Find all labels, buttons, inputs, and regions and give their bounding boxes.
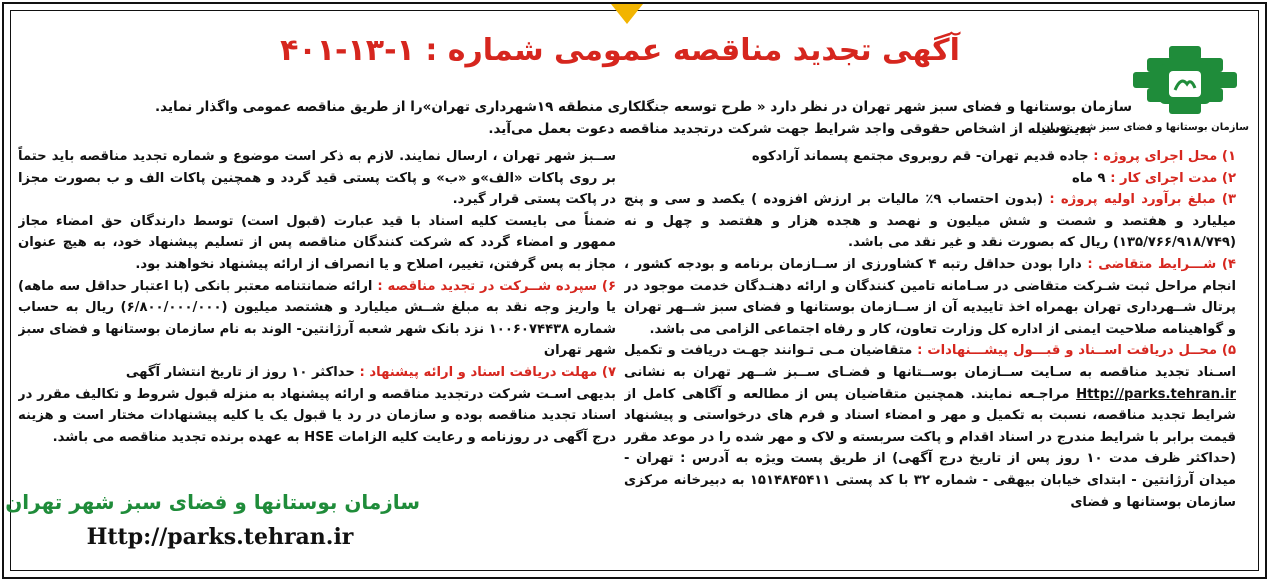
intro-line-1-rest: در نظر دارد « طرح توسعه جنگلکاری منطقه ۱۹شهرداری تهران»را از طریق مناقصه عمومی واگذار نماید. xyxy=(155,99,853,115)
signatures-note-text: ضمناً می بایست کلیه اسناد با قید عبارت (قبول است) توسط دارندگان حق امضاء مجاز ممهور و امضاء گردد که شرکت کنندگان مناقصه پس از تسلیم پیشنهاد خود، به هیچ عنوان مجاز به پس گرفتن، تغییر، اصلاح و یا انصراف از ارائه پیشنهاد نخواهند بود. xyxy=(18,213,616,272)
closing-paragraph xyxy=(18,384,616,449)
signatures-note xyxy=(18,211,616,276)
item-6-heading: ۶) سپرده شــرکت در تجدید مناقصه : xyxy=(377,278,616,294)
top-tab-arrow xyxy=(611,4,643,24)
intro-line-1 xyxy=(100,96,1132,118)
item-7-heading: ۷) مهلت دریافت اسناد و ارائه پیشنهاد : xyxy=(359,364,616,380)
item-5-text-b: مراجـعه نمایند. همچنین متقاضیان پس از مطالعه و آگاهی کامل از شرایط تجدید مناقصه، نسبت به تکمیل و مهر و امضاء اسناد و فرم های درخواستی و پیشنهاد قیمت برابر با شرایط مندرج در اسناد اقدام و پاکت سربسته و لاک و مهر شده را در موعد مقرر (حداکثر ظرف مدت ۱۰ روز پس از تاریخ درج آگهی) از طریق پست ویژه به آدرس : تهران - میدان آرژانتین - ابتدای خیابان بیهقی - شماره ۳۲ با کد پستی ۱۵۱۴۸۴۵۴۱۱ به دبیرخانه مرکزی سازمان بوستانها و فضای xyxy=(624,386,1236,510)
item-4-text: دارا بودن حداقل رتبه ۴ کشاورزی از ســازمان برنامه و بودجه کشور ، انجام مراحل ثبت شـرکت متقاضی در سـامانه تامین کنندگان و ارائه دهنـدگان خدمت موجود در پرتال شــهرداری تهران بهمراه اخذ تاییدیه آن از ســازمان بوستانها و فضای سبز شــهر تهران و گواهینامه صلاحیت ایمنی از اداره کل وزارت تعاون، کار و رفاه اجتماعی الزامی می باشد. xyxy=(624,256,1236,337)
item-4 xyxy=(624,254,1236,340)
notice-title xyxy=(240,26,1000,76)
item-2-text: ۹ ماه xyxy=(1072,170,1111,186)
title-number: ۱-۱۳-۴۰۱ xyxy=(280,33,415,68)
item-7-text: حداکثر ۱۰ روز از تاریخ انتشار آگهی xyxy=(125,364,360,380)
signature-url-link[interactable]: Http://parks.tehran.ir xyxy=(86,524,354,550)
item-2 xyxy=(624,168,1236,190)
intro xyxy=(100,96,1132,140)
item-3 xyxy=(624,189,1236,254)
left-column xyxy=(18,146,616,486)
right-column xyxy=(624,146,1236,574)
item-1-heading: ۱) محل اجرای پروژه : xyxy=(1093,149,1236,164)
item-5-heading: ۵) محــل دریافت اســناد و قبـــول پیشـــنهادات : xyxy=(917,343,1236,359)
intro-org-name: سازمان بوستانها و فضای سبز شهر تهران xyxy=(852,99,1132,115)
title-main: آگهی تجدید مناقصه عمومی شماره : xyxy=(425,33,960,68)
item-2-heading: ۲) مدت اجرای کار : xyxy=(1110,170,1236,186)
item-4-heading: ۴) شـــرایط متقاضی : xyxy=(1087,256,1236,272)
logo-caption: سازمان بوستانها و فضای سبز شهر تهران xyxy=(1041,122,1249,133)
item-5-continued xyxy=(18,146,616,211)
item-5 xyxy=(624,340,1236,513)
signature-org: سازمان بوستانها و فضای سبز شهر تهران xyxy=(5,490,420,514)
item-5-text-a: متقاضیان مـی تـوانند جهـت دریافت و تکمیل اسـناد تجدید مناقصه به سـایت ســازمان بوســتانها و فضـای ســبز شــهر تهران به نشانی xyxy=(624,343,1236,380)
item-1 xyxy=(624,146,1236,168)
tehran-parks-logo-icon xyxy=(1125,44,1245,124)
closing-text: بدیهی اسـت شرکت درتجدید مناقصه و ارائه پیشنهاد به منزله قبول شروط و تکالیف مقرر در اسناد تجدید مناقصه بوده و سازمان در رد یا قبول یک یا کلیه پیشنهادات مختار است و هزینه درج آگهی در روزنامه و رعایت کلیه الزامات HSE به عهده برنده تجدید مناقصه می باشد. xyxy=(18,386,616,445)
item-7 xyxy=(18,362,616,384)
item-6-text: ارائه ضمانتنامه معتبر بانکی (با اعتبار حداقل سه ماهه) یا واریز وجه نقد به مبلغ شــش میلیارد و هشتصد میلیون (۶/۸۰۰/۰۰۰/۰۰۰) ریال به حساب شماره ۱۰۰۶۰۷۴۴۳۸ نزد بانک شهر شعبه آرژانتین- الوند به نام سازمان بوستانها و فضای سبز شهر تهران xyxy=(18,278,616,359)
item-3-text: (بدون احتساب ۹٪ مالیات بر ارزش افزوده ) یکصد و سی و پنج میلیارد و هفتصد و شصت و شش میلیون و نهصد و هجده هزار و هفتصد و چهل و نه (۱۳۵/۷۶۶/۹۱۸/۷۴۹) ریال که بصورت نقد و غیر نقد می باشد. xyxy=(624,192,1236,251)
item-5-url-link[interactable]: Http://parks.tehran.ir xyxy=(1076,386,1236,402)
item-3-heading: ۳) مبلغ برآورد اولیه پروژه : xyxy=(1049,192,1236,208)
item-1-text: جاده قدیم تهران- قم روبروی مجتمع پسماند آرادکوه xyxy=(751,149,1094,164)
intro-line-2: بدینوسیله از اشخاص حقوقی واجد شرایط جهت شرکت درتجدید مناقصه دعوت بعمل می‌آید. xyxy=(488,121,1092,137)
item-5-continued-text: ســبز شهر تهران ، ارسال نمایند. لازم به ذکر است موضوع و شماره تجدید مناقصه باید حتماً بر روی پاکات «الف»و «ب» و پاکت پستی قید گردد و همچنین پاکات الف و ب بصورت مجزا در پاکت پستی قرار گیرد. xyxy=(18,149,616,208)
item-6 xyxy=(18,276,616,362)
